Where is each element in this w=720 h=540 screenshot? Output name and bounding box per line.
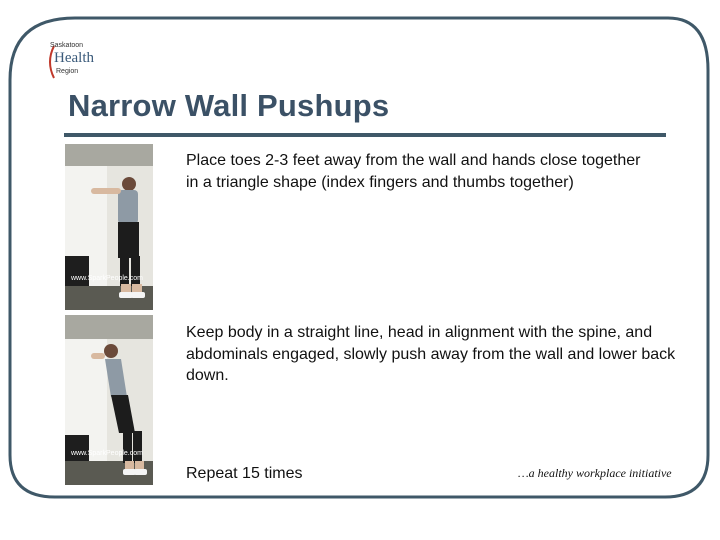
photo-watermark: www.SparkPeople.com (71, 275, 143, 282)
logo-brand: Health (54, 50, 94, 66)
photo-watermark: www.SparkPeople.com (71, 450, 143, 457)
exercise-photo-start (65, 144, 153, 310)
footer-tagline: …a healthy workplace initiative (518, 466, 672, 480)
logo-line1: Saskatoon (50, 42, 84, 49)
slide-title: Narrow Wall Pushups (68, 88, 390, 123)
person-leaning-illustration (65, 315, 153, 485)
instruction-step-3: Repeat 15 times (186, 465, 303, 482)
logo-line2: Region (56, 68, 79, 75)
title-divider (64, 133, 666, 137)
health-region-logo (44, 40, 104, 84)
person-at-wall-illustration (65, 144, 153, 310)
instruction-step-2: Keep body in a straight line, head in alignment with the spine, and abdominals engaged, slowly push away from the wall and lower back down. (186, 324, 676, 384)
exercise-photo-lean (65, 315, 153, 485)
instruction-step-1: Place toes 2-3 feet away from the wall and hands close together in a triangle shape (index fingers and thumbs together) (186, 152, 641, 191)
